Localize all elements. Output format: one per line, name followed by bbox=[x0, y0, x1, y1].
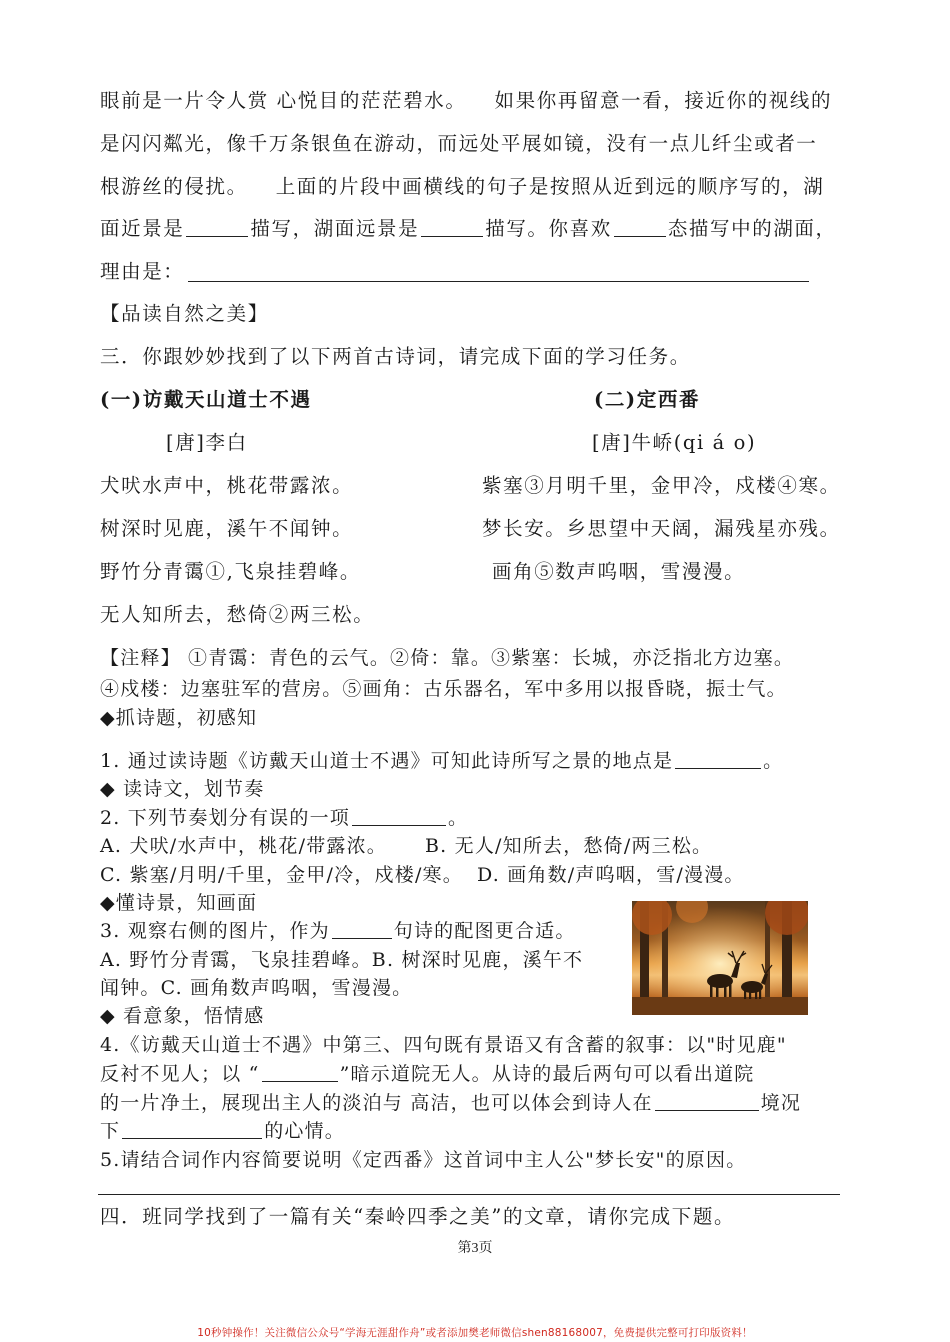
question-4-line-2 bbox=[100, 1061, 754, 1087]
answer-blank[interactable] bbox=[614, 216, 666, 237]
poem-2-line: 紫塞③月明千里，金甲冷，戍楼④寒。 bbox=[482, 474, 841, 497]
task-heading-3: ◆懂诗景，知画面 bbox=[100, 892, 258, 914]
notes-line: ④戍楼：边塞驻军的营房。⑤画角：古乐器名，军中多用以报昏晓，振士气。 bbox=[100, 678, 787, 700]
answer-blank[interactable] bbox=[352, 805, 446, 826]
answer-blank[interactable] bbox=[186, 216, 248, 237]
passage-line-3 bbox=[100, 174, 824, 200]
task-heading-1: ◆抓诗题，初感知 bbox=[100, 707, 258, 729]
question-3-options: 闻钟。C. 画角数声呜咽，雪漫漫。 bbox=[100, 977, 413, 999]
poem-1-author: [唐]李白 bbox=[166, 431, 248, 454]
question-5: 5.请结合词作内容简要说明《定西番》这首词中主人公"梦长安"的原因。 bbox=[100, 1149, 747, 1171]
poem-2-line: 梦长安。乡思望中天阔，漏残星亦残。 bbox=[482, 517, 841, 540]
passage-line-2: 是闪闪粼光，像千万条银鱼在游动，而远处平展如镜，没有一点儿纤尘或者一 bbox=[100, 132, 818, 155]
question-2 bbox=[100, 805, 468, 831]
passage-line-4 bbox=[100, 216, 837, 242]
question-5-answer-line[interactable] bbox=[98, 1194, 840, 1195]
passage-text: 描写，湖面远景是 bbox=[250, 217, 420, 240]
passage-text: 根游丝的侵扰。 bbox=[100, 175, 248, 198]
question-text: 的心情。 bbox=[264, 1120, 346, 1142]
passage-text: 眼前是一片令人赏 心悦目的茫茫碧水。 bbox=[100, 89, 467, 112]
passage-text: 态描写中的湖面， bbox=[667, 217, 837, 240]
question-text: 境况 bbox=[760, 1092, 802, 1114]
question-4-line-3 bbox=[100, 1090, 801, 1116]
passage-text: 理由是： bbox=[100, 260, 185, 283]
passage-text: 面近景是 bbox=[100, 217, 185, 240]
question-text: 。 bbox=[447, 807, 469, 829]
passage-line-1 bbox=[100, 88, 832, 114]
question-3 bbox=[100, 918, 576, 944]
question-text: 1. 通过读诗题《访戴天山道士不遇》可知此诗所写之景的地点是 bbox=[100, 750, 674, 772]
question-text: 。 bbox=[763, 750, 784, 772]
question-text: ”暗示道院无人。从诗的最后两句可以看出道院 bbox=[339, 1063, 755, 1085]
poem-1-line: 无人知所去，愁倚②两三松。 bbox=[100, 603, 375, 626]
question-2-options-cd bbox=[100, 862, 745, 888]
autumn-forest-deer-photo bbox=[632, 901, 808, 1015]
question-text: 反衬不见人；以 “ bbox=[100, 1063, 260, 1085]
passage-text: 上面的片段中画横线的句子是按照从近到远的顺序写的，湖 bbox=[275, 175, 825, 198]
answer-blank[interactable] bbox=[421, 216, 483, 237]
reason-answer-line[interactable] bbox=[188, 281, 809, 282]
poem-1-line: 树深时见鹿，溪午不闻钟。 bbox=[100, 517, 354, 540]
answer-blank[interactable] bbox=[332, 918, 392, 939]
poem-2-author: [唐]牛峤(qi á o) bbox=[592, 431, 757, 454]
option-a: A. 犬吠/水声中，桃花/带露浓。 bbox=[100, 835, 388, 857]
question-text: 3. 观察右侧的图片，作为 bbox=[100, 920, 330, 942]
poem-2-line: 画角⑤数声呜咽，雪漫漫。 bbox=[492, 560, 746, 583]
passage-text: 如果你再留意一看，接近你的视线的 bbox=[494, 89, 833, 112]
deer-illustration bbox=[632, 901, 808, 1015]
answer-blank[interactable] bbox=[262, 1061, 338, 1082]
page-number: 第3页 bbox=[457, 1241, 493, 1256]
section-3-intro: 三．你跟妙妙找到了以下两首古诗词，请完成下面的学习任务。 bbox=[100, 345, 691, 368]
question-4-line-1: 4.《访戴天山道士不遇》中第三、四句既有景语又有含蓄的叙事：以"时见鹿" bbox=[100, 1034, 787, 1056]
task-heading-2: ◆ 读诗文，划节奏 bbox=[100, 778, 265, 800]
answer-blank[interactable] bbox=[675, 748, 761, 769]
footer-promo: 10秒钟操作！关注微信公众号“学海无涯甜作舟”或者添加樊老师微信shen88168007，免费提供完整可打印版资料！ bbox=[197, 1327, 753, 1339]
question-text: 下 bbox=[100, 1120, 121, 1142]
option-d: D. 画角数/声呜咽，雪/漫漫。 bbox=[476, 864, 745, 886]
passage-text: 描写。你喜欢 bbox=[485, 217, 612, 240]
poem-1-line: 野竹分青霭①,飞泉挂碧峰。 bbox=[100, 560, 361, 583]
passage-line-5 bbox=[100, 259, 184, 285]
poem-2-title: (二)定西番 bbox=[594, 388, 701, 411]
question-2-options-ab bbox=[100, 833, 712, 859]
section-4-intro: 四．班同学找到了一篇有关“秦岭四季之美”的文章，请你完成下题。 bbox=[100, 1205, 736, 1228]
task-heading-4: ◆ 看意象，悟情感 bbox=[100, 1005, 265, 1027]
question-3-options: A. 野竹分青霭，飞泉挂碧峰。B. 树深时见鹿，溪午不 bbox=[100, 949, 584, 971]
option-c: C. 紫塞/月明/千里，金甲/冷，戍楼/寒。 bbox=[100, 864, 463, 886]
answer-blank[interactable] bbox=[655, 1090, 759, 1111]
section-heading: 【品读自然之美】 bbox=[100, 302, 269, 325]
question-text: 的一片净土，展现出主人的淡泊与 高洁，也可以体会到诗人在 bbox=[100, 1092, 653, 1114]
option-b: B. 无人/知所去，愁倚/两三松。 bbox=[425, 835, 713, 857]
notes-line: 【注释】 ①青霭：青色的云气。②倚：靠。③紫塞：长城，亦泛指北方边塞。 bbox=[100, 647, 795, 669]
question-text: 2. 下列节奏划分有误的一项 bbox=[100, 807, 350, 829]
question-1 bbox=[100, 748, 783, 774]
poem-1-line: 犬吠水声中，桃花带露浓。 bbox=[100, 474, 354, 497]
answer-blank[interactable] bbox=[122, 1118, 262, 1139]
question-4-line-4 bbox=[100, 1118, 345, 1144]
poem-1-title: (一)访戴天山道士不遇 bbox=[100, 388, 312, 411]
question-text: 句诗的配图更合适。 bbox=[393, 920, 576, 942]
